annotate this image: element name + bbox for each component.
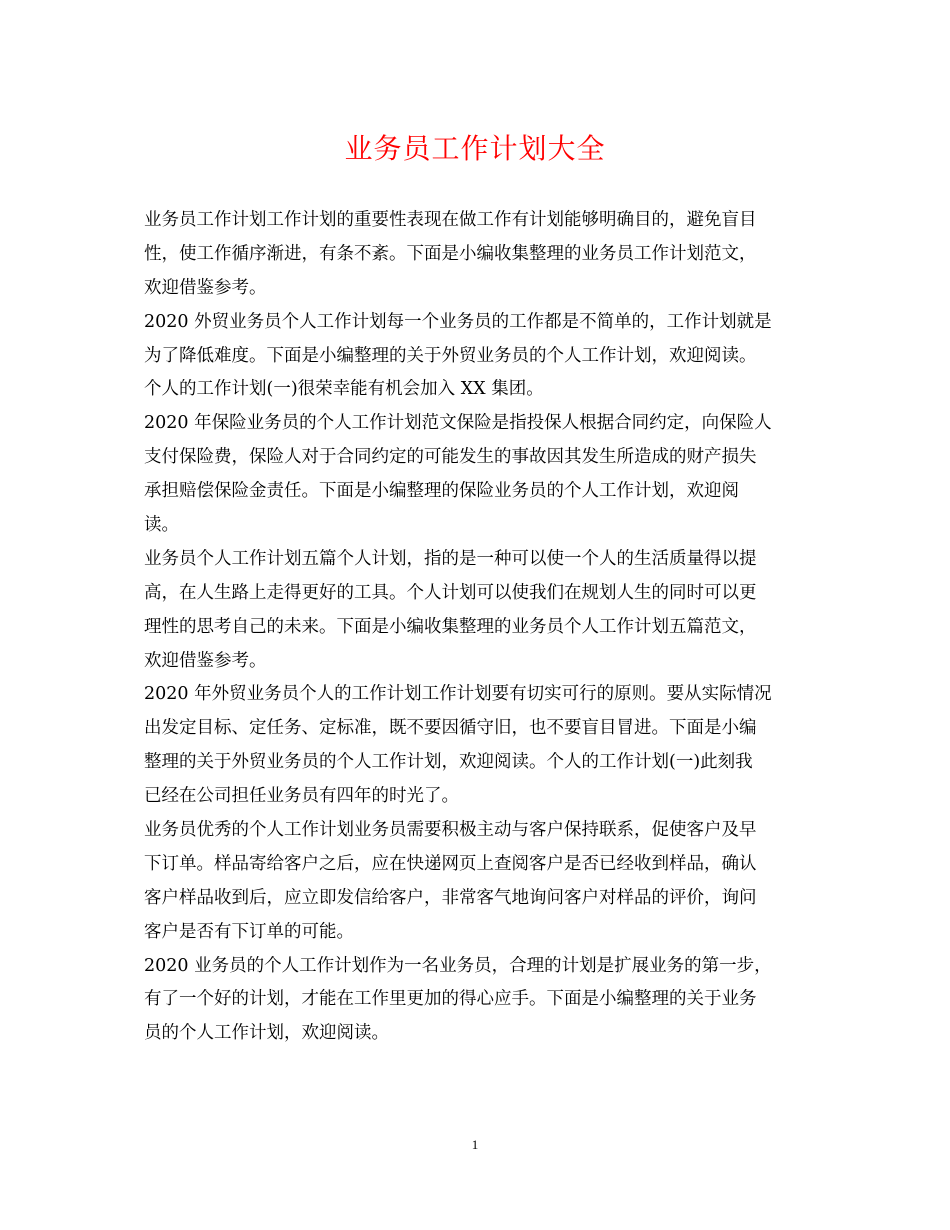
text-line: 员的个人工作计划，欢迎阅读。 [144, 1023, 389, 1044]
text-line: 有了一个好的计划，才能在工作里更加的得心应手。下面是小编整理的关于业务 [144, 989, 757, 1010]
text-line: 支付保险费，保险人对于合同约定的可能发生的事故因其发生所造成的财产损失 [144, 447, 757, 468]
text-line: 业务员个人工作计划五篇个人计划，指的是一种可以使一个人的生活质量得以提 [144, 548, 757, 569]
text-line: 2020 外贸业务员个人工作计划每一个业务员的工作都是不简单的，工作计划就是 [144, 311, 772, 332]
text-line: 为了降低难度。下面是小编整理的关于外贸业务员的个人工作计划，欢迎阅读。 [144, 345, 757, 366]
text-line: 业务员工作计划工作计划的重要性表现在做工作有计划能够明确目的，避免盲目 [144, 210, 757, 230]
text-line: 承担赔偿保险金责任。下面是小编整理的保险业务员的个人工作计划，欢迎阅 [144, 481, 739, 502]
text-line: 已经在公司担任业务员有四年的时光了。 [144, 786, 459, 807]
page-number: 1 [471, 1137, 479, 1152]
text-line: 客户样品收到后，应立即发信给客户，非常客气地询问客户对样品的评价，询问 [144, 887, 757, 908]
text-line: 2020 业务员的个人工作计划作为一名业务员，合理的计划是扩展业务的第一步， [144, 955, 772, 976]
text-line: 理性的思考自己的未来。下面是小编收集整理的业务员个人工作计划五篇范文， [144, 616, 757, 637]
text-line: 欢迎借鉴参考。 [144, 650, 267, 671]
document-body [144, 204, 806, 1051]
text-line: 客户是否有下订单的可能。 [144, 921, 354, 942]
text-line: 个人的工作计划(一)很荣幸能有机会加入 XX 集团。 [144, 379, 544, 400]
text-line: 业务员优秀的个人工作计划业务员需要积极主动与客户保持联系，促使客户及早 [144, 820, 757, 841]
text-line: 性，使工作循序渐进，有条不紊。下面是小编收集整理的业务员工作计划范文， [144, 243, 757, 264]
document-title: 业务员工作计划大全 [344, 132, 606, 165]
text-line: 整理的关于外贸业务员的个人工作计划，欢迎阅读。个人的工作计划(一)此刻我 [144, 752, 753, 773]
text-line: 读。 [144, 515, 179, 536]
text-line: 下订单。样品寄给客户之后，应在快递网页上查阅客户是否已经收到样品，确认 [144, 853, 757, 874]
text-line: 2020 年外贸业务员个人的工作计划工作计划要有切实可行的原则。要从实际情况 [144, 684, 772, 705]
text-line: 高，在人生路上走得更好的工具。个人计划可以使我们在规划人生的同时可以更 [144, 582, 757, 603]
text-line: 2020 年保险业务员的个人工作计划范文保险是指投保人根据合同约定，向保险人 [144, 413, 772, 434]
text-line: 欢迎借鉴参考。 [144, 277, 267, 298]
text-line: 出发定目标、定任务、定标准，既不要因循守旧，也不要盲目冒进。下面是小编 [144, 718, 757, 739]
